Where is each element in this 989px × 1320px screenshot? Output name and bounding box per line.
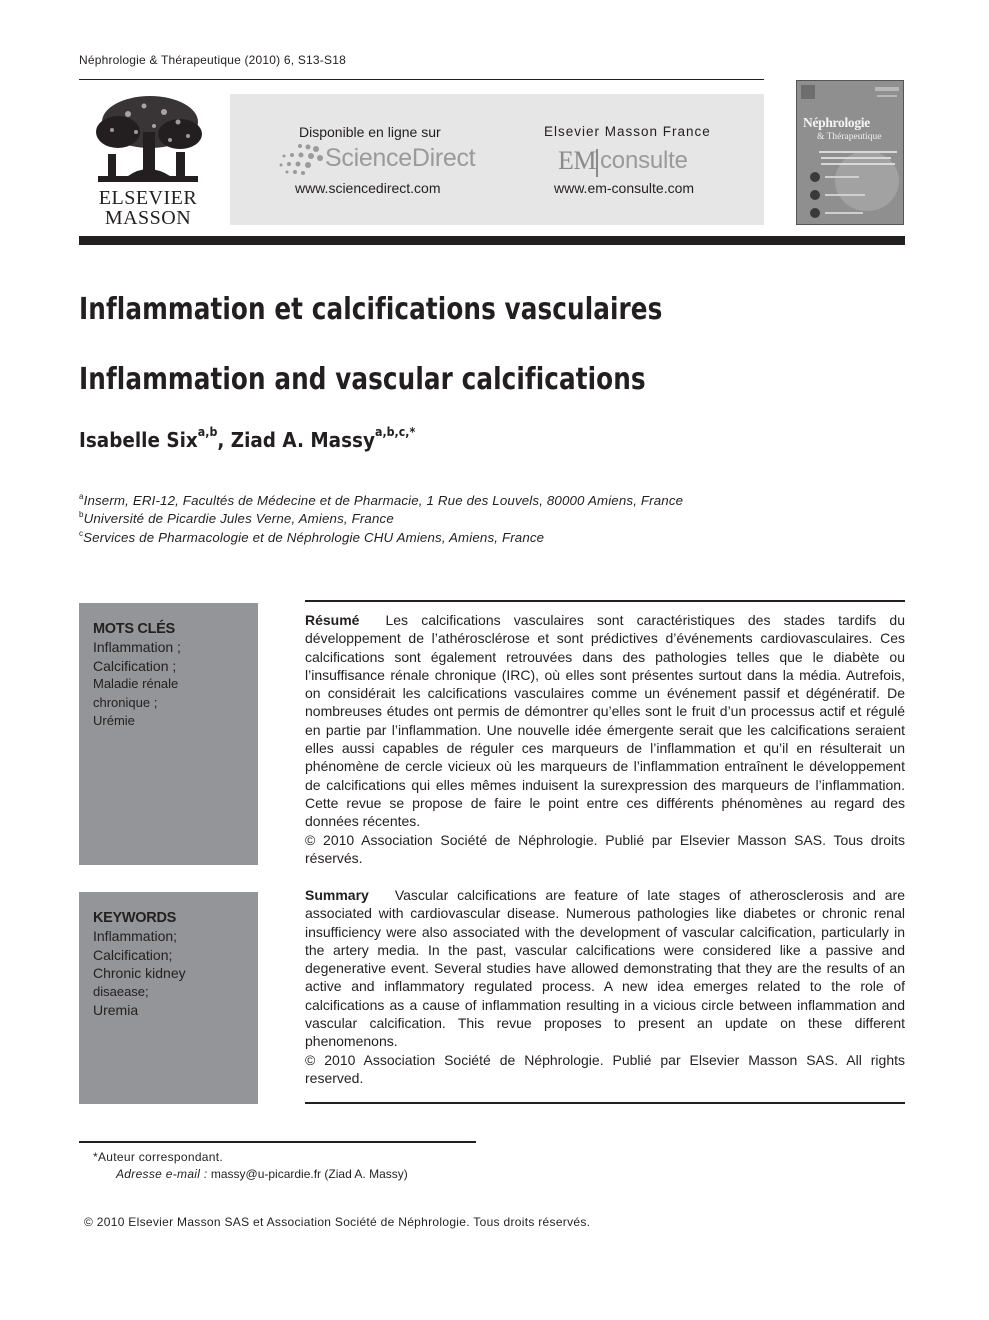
cover-subtitle: & Thérapeutique xyxy=(817,132,882,142)
tree-logo-icon xyxy=(88,92,208,188)
author-affiliation-marks: a,b xyxy=(197,425,218,439)
author-separator: , xyxy=(217,428,231,452)
keywords-box-french xyxy=(79,603,258,865)
keyword-item: Maladie rénale xyxy=(93,676,179,691)
author-list xyxy=(79,425,416,452)
abstract-english xyxy=(305,886,905,1087)
keyword-item: Calcification; xyxy=(93,946,173,963)
keyword-item: Uremia xyxy=(93,1002,139,1018)
logo-word-masson: MASSON xyxy=(104,207,192,229)
sciencedirect-logo[interactable] xyxy=(278,142,476,176)
sciencedirect-url[interactable]: www.sciencedirect.com xyxy=(295,180,441,196)
affiliation-a xyxy=(79,493,683,508)
cover-title: Néphrologie xyxy=(803,115,870,130)
emconsulte-logo-em: EM xyxy=(558,146,596,175)
header-rule xyxy=(79,79,764,80)
abstract-body: Vascular calcifications are feature of late stages of atherosclerosis and are associated with cardiovascular disease. Numerous pathologies like diabetes or chronic renal insufficiency were also associated with the development of vascular calcification, particularly in the artery media. In the past, vascular calcifications were considered like a passive and degenerative event. Several studies have allowed demonstrating that they are the results of an active and inflammatory regulated process. A new idea emerges related to the role of calcifications as a cause of inflammation resulting in a vicious circle between inflammation and vascular calcification. This revue proposes to present an update on these different phenomenons. xyxy=(305,887,905,1050)
abstract-copyright: © 2010 Association Société de Néphrologie. Publié par Elsevier Masson SAS. Tous droits réservés. xyxy=(305,831,905,866)
email-owner: (Ziad A. Massy) xyxy=(324,1167,408,1181)
article-title-french: Inflammation et calcifications vasculaires xyxy=(79,292,663,327)
author-affiliation-marks: a,b,c,* xyxy=(374,425,416,439)
abstract-bottom-rule xyxy=(305,1102,905,1104)
journal-cover-thumbnail[interactable] xyxy=(796,80,904,225)
email-label: Adresse e-mail : xyxy=(116,1167,208,1181)
emconsulte-url[interactable]: www.em-consulte.com xyxy=(554,180,695,196)
email-link[interactable]: massy@u-picardie.fr xyxy=(210,1167,322,1181)
header-thick-rule xyxy=(79,236,905,245)
elsevier-masson-logo xyxy=(88,92,208,228)
author-name: Ziad A. Massy xyxy=(230,428,375,452)
abstract-label: Résumé xyxy=(305,612,360,628)
sciencedirect-wordmark: ScienceDirect xyxy=(325,144,476,172)
affiliation-text: Inserm, ERI-12, Facultés de Médecine et de Pharmacie, 1 Rue des Louvels, 80000 Amiens, France xyxy=(83,493,684,508)
cover-art-icon xyxy=(797,81,904,225)
keyword-item: Chronic kidney xyxy=(93,965,186,981)
keyword-item: Urémie xyxy=(93,713,135,728)
affiliation-b xyxy=(79,511,394,526)
keywords-box-english xyxy=(79,892,258,1104)
abstract-french xyxy=(305,611,905,867)
affiliation-mark: c xyxy=(79,529,84,538)
affiliation-mark: a xyxy=(79,492,84,501)
keywords-heading: KEYWORDS xyxy=(93,910,176,926)
affiliation-mark: b xyxy=(79,510,84,519)
abstract-label: Summary xyxy=(305,887,369,903)
emconsulte-logo-consulte: consulte xyxy=(600,147,688,174)
emconsulte-logo-divider xyxy=(596,149,598,177)
logo-word-elsevier: ELSEVIER xyxy=(98,187,198,209)
page-copyright: © 2010 Elsevier Masson SAS et Association Société de Néphrologie. Tous droits réservés. xyxy=(84,1215,591,1229)
affiliation-text: Université de Picardie Jules Verne, Amiens, France xyxy=(83,511,394,526)
corresponding-author-note: *Auteur correspondant. xyxy=(93,1150,224,1164)
emconsulte-logo[interactable] xyxy=(558,146,708,178)
journal-reference: Néphrologie & Thérapeutique (2010) 6, S13-S18 xyxy=(79,53,346,67)
keyword-item: Calcification ; xyxy=(93,657,177,674)
sciencedirect-heading: Disponible en ligne sur xyxy=(299,124,441,140)
corresponding-author-email xyxy=(116,1167,408,1181)
article-title-english: Inflammation and vascular calcifications xyxy=(79,362,646,397)
keyword-item: chronique ; xyxy=(93,694,158,710)
abstract-copyright: © 2010 Association Société de Néphrologie. Publié par Elsevier Masson SAS. All rights reserved. xyxy=(305,1051,905,1086)
keywords-heading: MOTS CLÉS xyxy=(93,621,175,637)
affiliation-text: Services de Pharmacologie et de Néphrologie CHU Amiens, Amiens, France xyxy=(83,530,545,545)
abstract-body: Les calcifications vasculaires sont caractéristiques des stades tardifs du développement de l’athérosclérose et sont prédictives d’événements cardiovasculaires. Ces calcifications sont également retrouvées dans des pathologies telles que le diabète ou l’insuffisance rénale chronique (IRC), où elles sont présentes surtout dans la média. Autrefois, on considérait les calcifications vasculaires comme un événement passif et dégénératif. De nombreuses études ont permis de démontrer qu’elles sont le fruit d’un processus actif et régulé en partie par l’inflammation. Une nouvelle idée émergente serait que les calcifications seraient elles aussi capables de réguler ces marqueurs de l’inflammation et qu’il en résulterait un phénomène de cercle vicieux où les marqueurs de l’inflammation entraînent le développement de calcifications qui elles mêmes induisent la surexpression des marqueurs de l’inflammation. Cette revue se propose de faire le point entre ces différents phénomènes au regard des données récentes. xyxy=(305,612,905,830)
footnote-rule xyxy=(79,1141,476,1143)
keyword-item: Inflammation ; xyxy=(93,639,181,655)
keyword-item: Inflammation; xyxy=(93,928,178,944)
abstract-top-rule xyxy=(305,600,905,602)
author-name: Isabelle Six xyxy=(79,428,198,452)
availability-banner xyxy=(230,94,764,225)
keyword-item: disaease; xyxy=(93,983,149,999)
affiliation-c xyxy=(79,530,544,545)
sciencedirect-dots-icon xyxy=(278,142,324,176)
emconsulte-heading: Elsevier Masson France xyxy=(544,124,711,139)
